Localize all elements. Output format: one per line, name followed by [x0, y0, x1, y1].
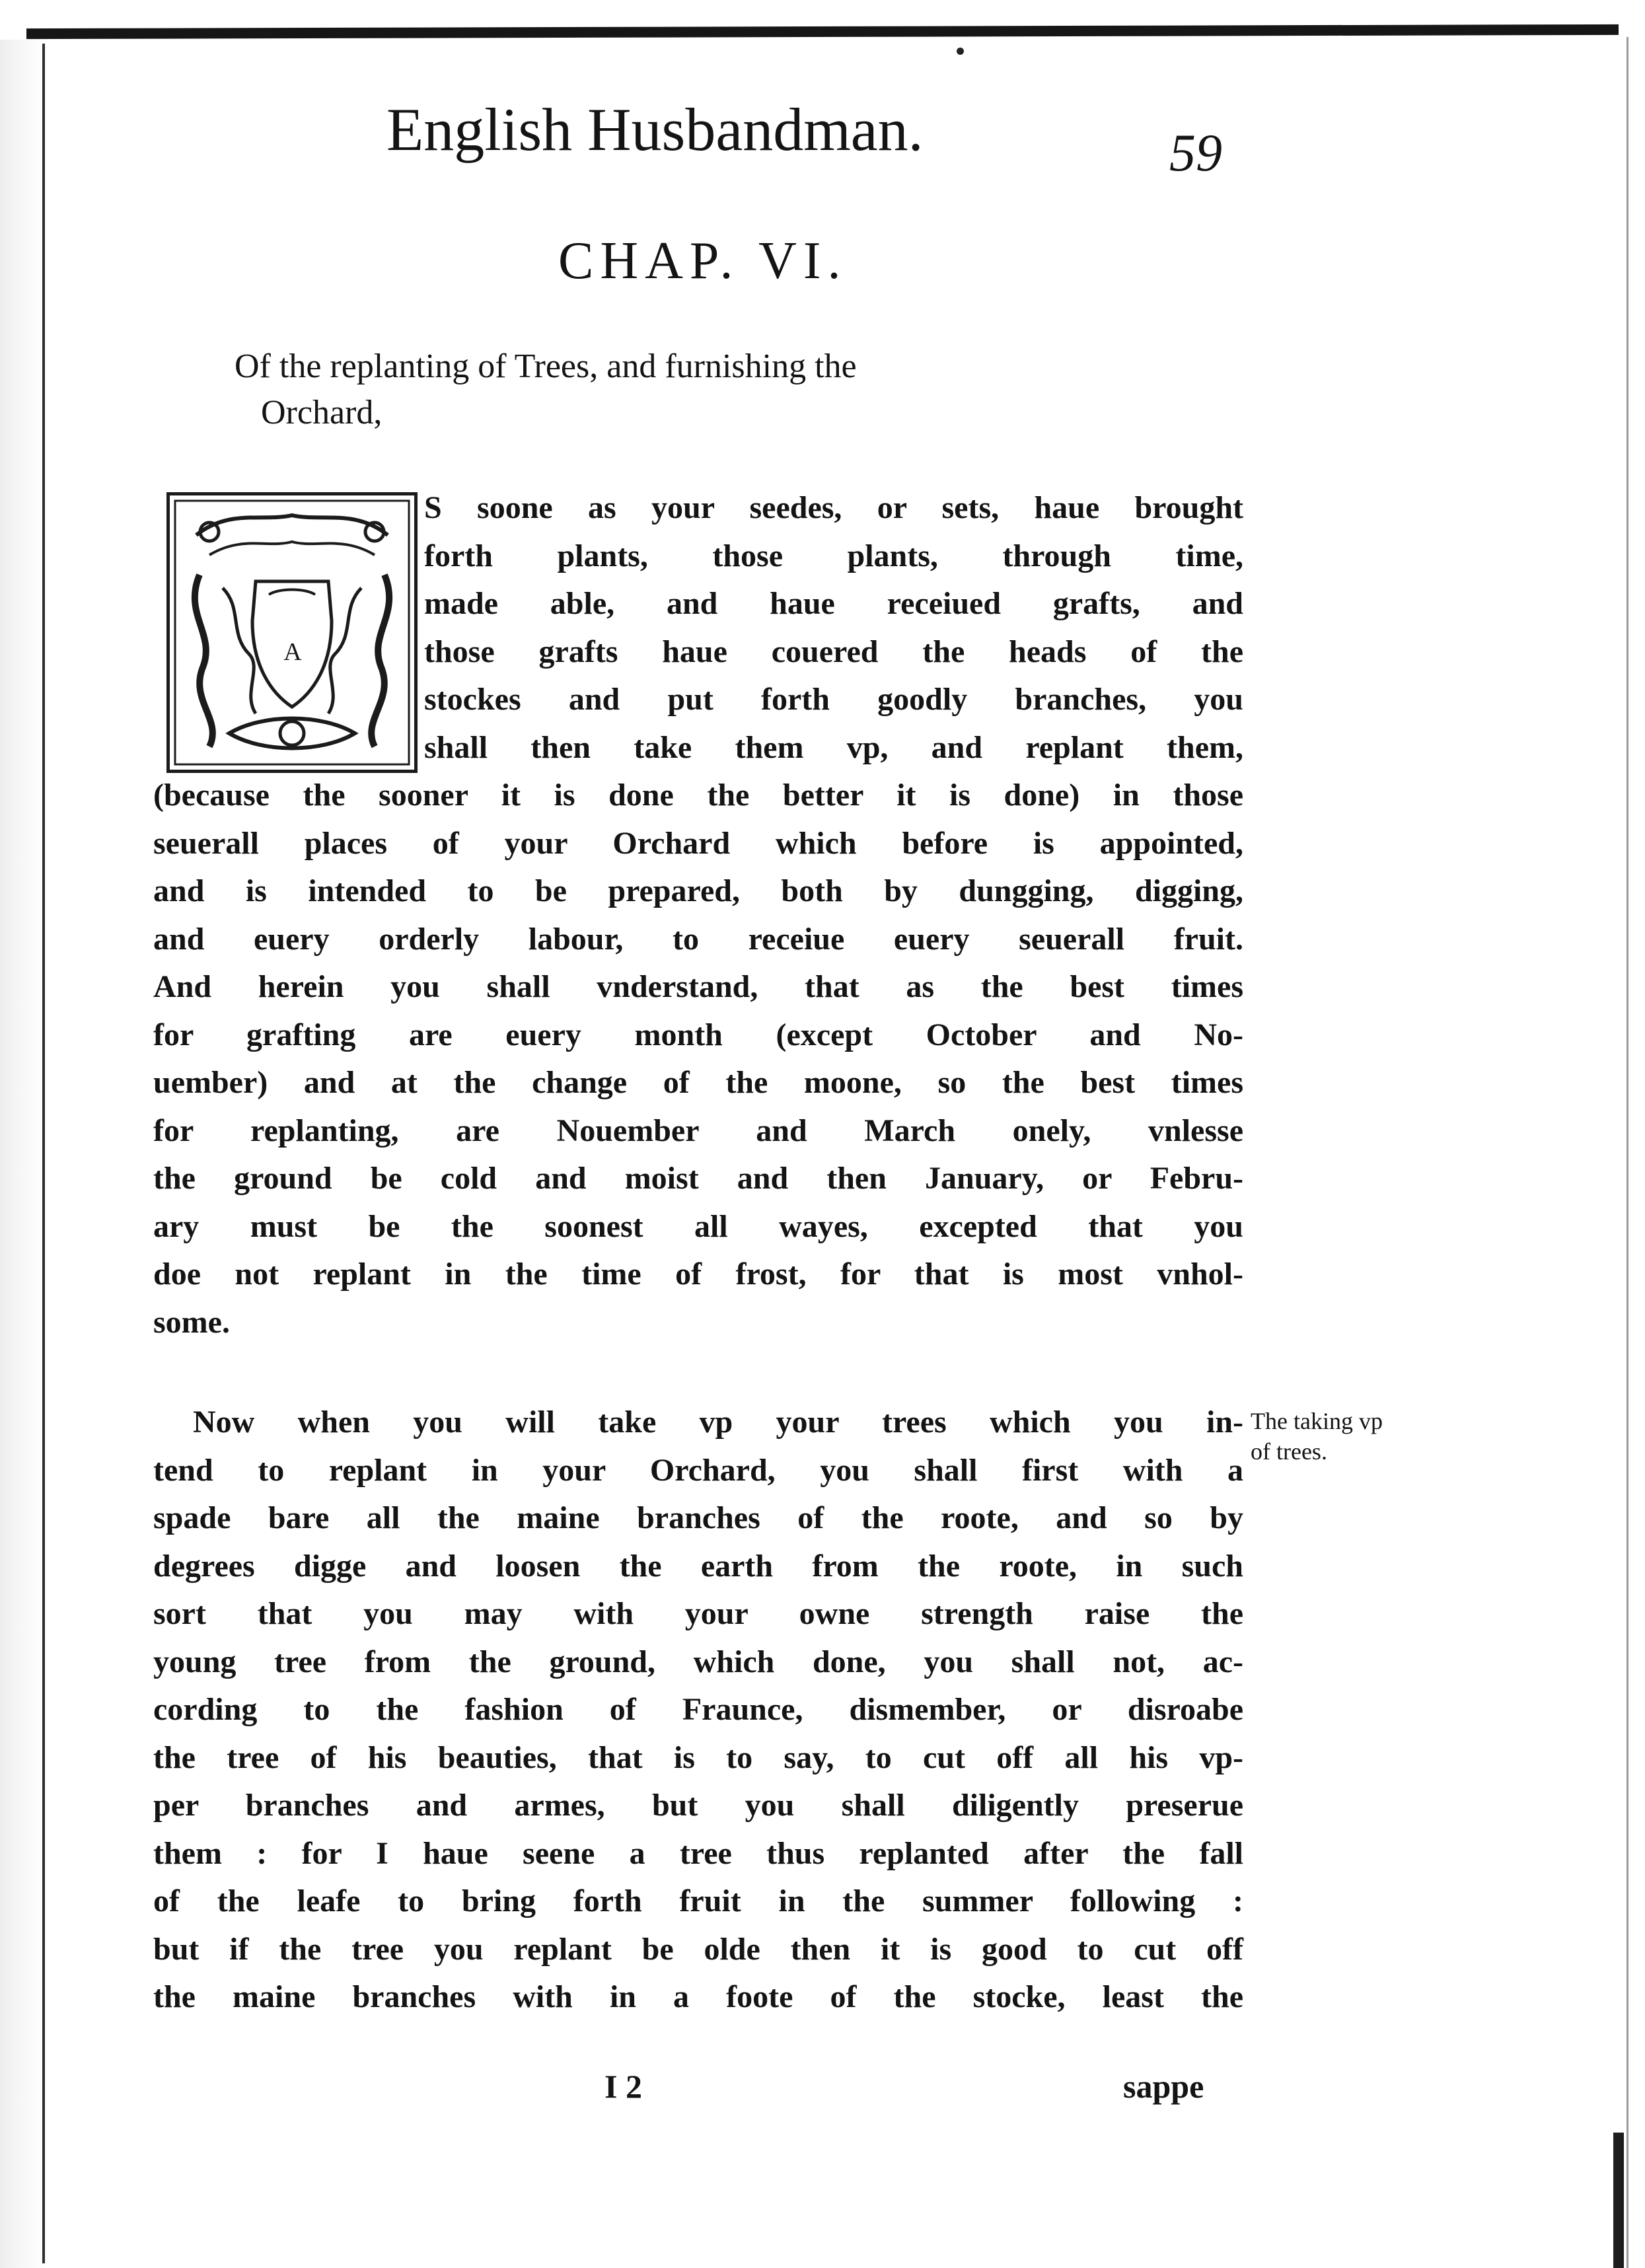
signature-mark: I 2	[604, 2068, 642, 2105]
text-line: spade bare all the maine branches of the roote, and so by	[153, 1500, 1243, 1535]
top-rule	[26, 24, 1619, 39]
chapter-title-line: Orchard,	[261, 394, 383, 431]
marginal-note-line: of trees.	[1251, 1438, 1327, 1465]
page-number: 59	[1169, 124, 1222, 182]
text-line: (because the sooner it is done the better it is done) in those	[153, 778, 1243, 813]
chapter-heading: CHAP. VI.	[558, 232, 848, 290]
text-line: ary must be the soonest all wayes, excepted that you	[153, 1208, 1243, 1244]
text-line: the maine branches with in a foote of the stocke, least the	[153, 1979, 1243, 2014]
marginal-note	[1251, 1406, 1488, 1467]
chapter-title	[235, 344, 1225, 436]
text-line: of the leafe to bring forth fruit in the summer following :	[153, 1884, 1243, 1919]
text-line: and is intended to be prepared, both by dungging, digging,	[153, 873, 1243, 908]
text-line: and euery orderly labour, to receiue euery seuerall fruit.	[153, 921, 1243, 957]
page-edge-shadow	[0, 40, 46, 2268]
text-line: made able, and haue receiued grafts, and	[424, 586, 1243, 621]
text-line: the ground be cold and moist and then January, or Febru-	[153, 1161, 1243, 1196]
paragraph-2	[153, 1399, 1243, 2022]
marginal-note-line: The taking vp	[1251, 1408, 1383, 1434]
text-line: uember) and at the change of the moone, so the best times	[153, 1065, 1243, 1100]
text-line: seuerall places of your Orchard which before is appointed,	[153, 825, 1243, 861]
text-line: them : for I haue seene a tree thus replanted after the fall	[153, 1835, 1243, 1871]
text-line: stockes and put forth goodly branches, you	[424, 682, 1243, 717]
catchword: sappe	[1123, 2068, 1204, 2105]
text-line: tend to replant in your Orchard, you shall first with a	[153, 1452, 1243, 1488]
text-line: per branches and armes, but you shall diligently preserue	[153, 1788, 1243, 1823]
text-line: but if the tree you replant be olde then it is good to cut off	[153, 1931, 1243, 1967]
text-line: doe not replant in the time of frost, for that is most vnhol-	[153, 1257, 1243, 1292]
text-line: S soone as your seedes, or sets, haue brought	[424, 490, 1243, 525]
paragraph-1	[153, 484, 1243, 1346]
binding-mark	[1613, 2133, 1624, 2268]
text-line: for grafting are euery month (except October and No-	[153, 1017, 1243, 1052]
text-line: the tree of his beauties, that is to say, to cut off all his vp-	[153, 1739, 1243, 1775]
page-left-edge	[42, 44, 45, 2263]
drop-cap-letter: A	[274, 636, 311, 669]
text-line: degrees digge and loosen the earth from the roote, in such	[153, 1548, 1243, 1584]
text-line: some.	[153, 1304, 230, 1340]
ink-speck	[957, 48, 964, 55]
text-line: for replanting, are Nouember and March onely, vnlesse	[153, 1113, 1243, 1148]
page-right-edge	[1627, 37, 1628, 2268]
text-line: cording to the fashion of Fraunce, dismember, or disroabe	[153, 1692, 1243, 1727]
text-line: shall then take them vp, and replant them,	[424, 729, 1243, 765]
running-title: English Husbandman.	[386, 96, 924, 163]
text-line: those grafts haue couered the heads of the	[424, 634, 1243, 669]
text-line: young tree from the ground, which done, you shall not, ac-	[153, 1644, 1243, 1679]
text-line: And herein you shall vnderstand, that as the best times	[153, 969, 1243, 1004]
text-line: Now when you will take vp your trees which you in-	[193, 1405, 1243, 1440]
chapter-title-line: Of the replanting of Trees, and furnishing the	[235, 348, 857, 385]
text-line: forth plants, those plants, through time,	[424, 538, 1243, 573]
text-line: sort that you may with your owne strength raise the	[153, 1596, 1243, 1631]
